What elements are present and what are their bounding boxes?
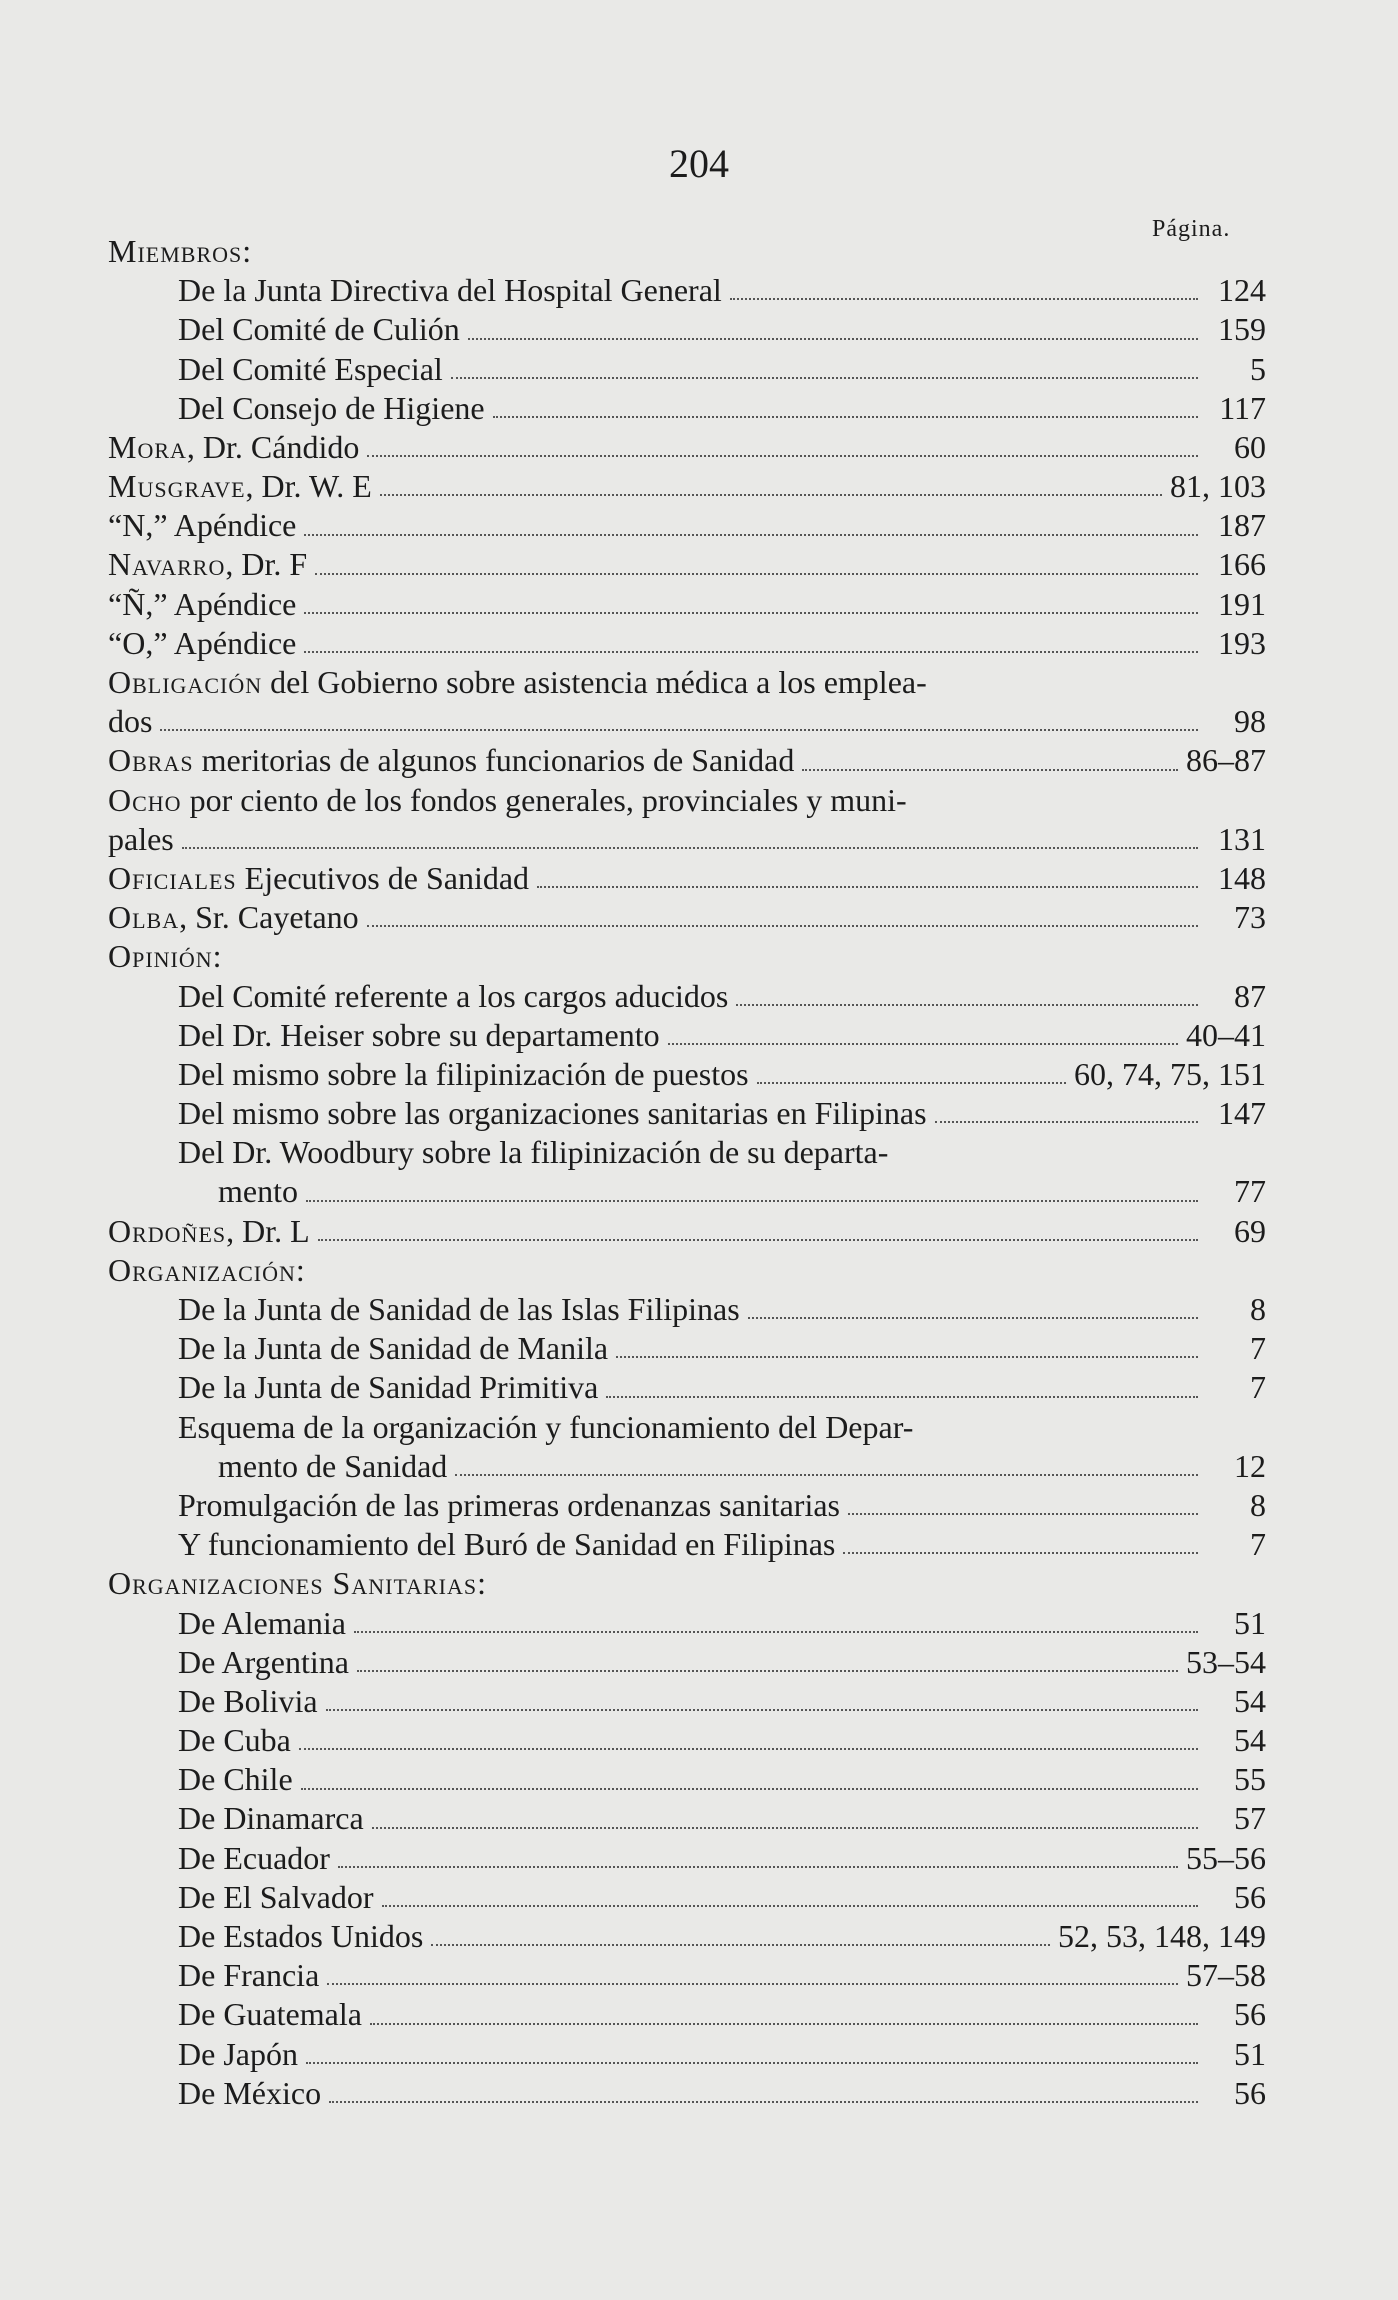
- index-entry: [108, 585, 1266, 624]
- index-entry: [108, 1956, 1266, 1995]
- dot-leader: [757, 1080, 1066, 1084]
- entry-text: Opinión:: [108, 938, 223, 975]
- dot-leader: [354, 1629, 1198, 1633]
- index-entry: [108, 1839, 1266, 1878]
- entry-text: Musgrave, Dr. W. E: [108, 468, 372, 505]
- index-entry: [108, 1408, 1266, 1447]
- dot-leader: [160, 727, 1198, 731]
- entry-text: Del Comité Especial: [178, 350, 443, 387]
- index-entry: [108, 350, 1266, 389]
- index-entry: [108, 1564, 1266, 1603]
- entry-text: “O,” Apéndice: [108, 624, 297, 661]
- entry-text: pales: [108, 820, 174, 857]
- entry-text: De Chile: [178, 1761, 293, 1798]
- index-entry: [108, 506, 1266, 545]
- index-entry: [108, 1173, 1266, 1212]
- page-reference: 56: [1234, 1996, 1266, 2033]
- page-reference: 60: [1234, 428, 1266, 465]
- page-reference: 12: [1234, 1447, 1266, 1484]
- dot-leader: [843, 1550, 1198, 1554]
- dot-leader: [304, 610, 1198, 614]
- page-reference: 56: [1234, 1878, 1266, 1915]
- entry-text: Y funcionamiento del Buró de Sanidad en Filipinas: [178, 1526, 836, 1563]
- page-reference: 73: [1234, 899, 1266, 936]
- page-reference: 81, 103: [1170, 468, 1266, 505]
- dot-leader: [306, 2060, 1198, 2064]
- index-entry: [108, 1486, 1266, 1525]
- entry-text: Olba, Sr. Cayetano: [108, 899, 359, 936]
- page-reference: 40–41: [1186, 1016, 1266, 1053]
- page-reference: 124: [1218, 272, 1266, 309]
- page-reference: 52, 53, 148, 149: [1058, 1918, 1266, 1955]
- index-entry: [108, 702, 1266, 741]
- index-entry: [108, 1133, 1266, 1172]
- entry-heading-word: Oficiales: [108, 859, 237, 896]
- entry-text: Miembros:: [108, 232, 253, 269]
- index-entry: [108, 310, 1266, 349]
- index-entry: [108, 389, 1266, 428]
- entry-text: Navarro, Dr. F: [108, 546, 308, 583]
- dot-leader: [380, 492, 1162, 496]
- index-entry: [108, 820, 1266, 859]
- index-entry: [108, 859, 1266, 898]
- dot-leader: [616, 1354, 1198, 1358]
- index-entry: [108, 1643, 1266, 1682]
- page-reference: 54: [1234, 1682, 1266, 1719]
- index-entry: [108, 1525, 1266, 1564]
- index-entry: [108, 428, 1266, 467]
- page-reference: 5: [1250, 350, 1266, 387]
- dot-leader: [304, 532, 1198, 536]
- dot-leader: [668, 1041, 1178, 1045]
- page-reference: 7: [1250, 1526, 1266, 1563]
- dot-leader: [327, 1981, 1178, 1985]
- dot-leader: [730, 296, 1198, 300]
- page-column-header: Página.: [1152, 216, 1231, 242]
- dot-leader: [802, 767, 1178, 771]
- entry-heading-word: Ordoñes: [108, 1212, 227, 1249]
- entry-text: Obligación del Gobierno sobre asistencia médica a los emplea-: [108, 664, 927, 701]
- entry-text: De la Junta de Sanidad Primitiva: [178, 1369, 599, 1406]
- dot-leader: [493, 414, 1198, 418]
- dot-leader: [338, 1864, 1178, 1868]
- index-entry: [108, 1721, 1266, 1760]
- page-reference: 53–54: [1186, 1643, 1266, 1680]
- index-entry: [108, 467, 1266, 506]
- index-list: [108, 232, 1266, 2113]
- index-entry: [108, 1329, 1266, 1368]
- entry-text: Del mismo sobre la filipinización de puestos: [178, 1055, 749, 1092]
- page-reference: 55–56: [1186, 1839, 1266, 1876]
- entry-heading-word: Musgrave: [108, 468, 246, 505]
- dot-leader: [606, 1394, 1198, 1398]
- entry-text: Organizaciones Sanitarias:: [108, 1565, 488, 1602]
- entry-text: Obras meritorias de algunos funcionarios de Sanidad: [108, 742, 795, 779]
- page-reference: 193: [1218, 624, 1266, 661]
- entry-text: Del Comité referente a los cargos aducidos: [178, 977, 729, 1014]
- page-reference: 187: [1218, 507, 1266, 544]
- entry-text: Esquema de la organización y funcionamiento del Depar-: [178, 1408, 914, 1445]
- dot-leader: [372, 1825, 1198, 1829]
- entry-text: dos: [108, 703, 153, 740]
- page-reference: 51: [1234, 1604, 1266, 1641]
- dot-leader: [367, 453, 1198, 457]
- page-number: 204: [669, 141, 729, 186]
- page-reference: 166: [1218, 546, 1266, 583]
- dot-leader: [468, 336, 1198, 340]
- index-entry: [108, 232, 1266, 271]
- index-entry: [108, 1995, 1266, 2034]
- entry-text: De la Junta de Sanidad de las Islas Filipinas: [178, 1291, 740, 1328]
- index-entry: [108, 663, 1266, 702]
- page-reference: 147: [1218, 1095, 1266, 1132]
- page-reference: 54: [1234, 1722, 1266, 1759]
- page-reference: 98: [1234, 703, 1266, 740]
- entry-text: De Cuba: [178, 1722, 291, 1759]
- page-reference: 8: [1250, 1291, 1266, 1328]
- index-entry: [108, 624, 1266, 663]
- entry-text: mento de Sanidad: [218, 1447, 448, 1484]
- index-entry: [108, 1760, 1266, 1799]
- page-reference: 148: [1218, 859, 1266, 896]
- dot-leader: [736, 1002, 1198, 1006]
- entry-text: De Argentina: [178, 1643, 349, 1680]
- entry-text: mento: [218, 1173, 298, 1210]
- entry-text: “Ñ,” Apéndice: [108, 585, 297, 622]
- entry-text: Del Consejo de Higiene: [178, 389, 485, 426]
- index-entry: [108, 741, 1266, 780]
- dot-leader: [306, 1198, 1198, 1202]
- entry-text: Oficiales Ejecutivos de Sanidad: [108, 859, 530, 896]
- dot-leader: [315, 571, 1198, 575]
- entry-text: Del Comité de Culión: [178, 311, 460, 348]
- index-entry: [108, 1682, 1266, 1721]
- dot-leader: [357, 1668, 1178, 1672]
- entry-heading-word: Mora: [108, 428, 187, 465]
- dot-leader: [367, 923, 1198, 927]
- dot-leader: [329, 2099, 1198, 2103]
- entry-heading-word: Obligación: [108, 664, 263, 701]
- entry-text: De Estados Unidos: [178, 1918, 424, 1955]
- index-entry: [108, 1055, 1266, 1094]
- entry-text: De Bolivia: [178, 1682, 318, 1719]
- dot-leader: [748, 1315, 1198, 1319]
- entry-text: Del Dr. Woodbury sobre la filipinización de su departa-: [178, 1134, 889, 1171]
- entry-text: De El Salvador: [178, 1878, 374, 1915]
- index-entry: [108, 937, 1266, 976]
- entry-text: De Guatemala: [178, 1996, 362, 2033]
- dot-leader: [537, 884, 1198, 888]
- entry-text: De Alemania: [178, 1604, 346, 1641]
- page-reference: 86–87: [1186, 742, 1266, 779]
- index-entry: [108, 1917, 1266, 1956]
- entry-text: “N,” Apéndice: [108, 507, 297, 544]
- entry-text: De Japón: [178, 2035, 298, 2072]
- page-reference: 60, 74, 75, 151: [1074, 1055, 1266, 1092]
- page-reference: 7: [1250, 1330, 1266, 1367]
- page-reference: 77: [1234, 1173, 1266, 1210]
- entry-heading-word: Navarro: [108, 546, 226, 583]
- index-entry: [108, 1800, 1266, 1839]
- index-entry: [108, 2035, 1266, 2074]
- dot-leader: [318, 1237, 1198, 1241]
- index-entry: [108, 1368, 1266, 1407]
- dot-leader: [455, 1472, 1198, 1476]
- entry-text: Organización:: [108, 1251, 306, 1288]
- entry-text: Ocho por ciento de los fondos generales, provinciales y muni-: [108, 781, 907, 818]
- entry-text: Promulgación de las primeras ordenanzas sanitarias: [178, 1486, 840, 1523]
- entry-text: Del Dr. Heiser sobre su departamento: [178, 1016, 660, 1053]
- page-reference: 8: [1250, 1486, 1266, 1523]
- index-entry: [108, 1094, 1266, 1133]
- dot-leader: [431, 1942, 1050, 1946]
- index-entry: [108, 1878, 1266, 1917]
- index-entry: [108, 546, 1266, 585]
- page-reference: 7: [1250, 1369, 1266, 1406]
- entry-text: De Dinamarca: [178, 1800, 364, 1837]
- dot-leader: [935, 1119, 1198, 1123]
- index-entry: [108, 1604, 1266, 1643]
- entry-text: De la Junta Directiva del Hospital General: [178, 272, 722, 309]
- entry-heading-word: Olba: [108, 899, 180, 936]
- index-entry: [108, 1251, 1266, 1290]
- page-reference: 117: [1219, 389, 1266, 426]
- dot-leader: [848, 1511, 1198, 1515]
- index-entry: [108, 1290, 1266, 1329]
- entry-text: De Francia: [178, 1957, 320, 1994]
- page-reference: 159: [1218, 311, 1266, 348]
- dot-leader: [182, 845, 1198, 849]
- dot-leader: [304, 649, 1198, 653]
- page-reference: 131: [1218, 820, 1266, 857]
- dot-leader: [301, 1786, 1198, 1790]
- dot-leader: [382, 1903, 1199, 1907]
- index-entry: [108, 271, 1266, 310]
- entry-text: De México: [178, 2074, 322, 2111]
- index-entry: [108, 1016, 1266, 1055]
- entry-text: Ordoñes, Dr. L: [108, 1212, 310, 1249]
- page-reference: 51: [1234, 2035, 1266, 2072]
- dot-leader: [299, 1746, 1198, 1750]
- entry-text: Del mismo sobre las organizaciones sanitarias en Filipinas: [178, 1095, 927, 1132]
- page-reference: 57: [1234, 1800, 1266, 1837]
- dot-leader: [451, 375, 1198, 379]
- entry-text: Mora, Dr. Cándido: [108, 428, 360, 465]
- dot-leader: [370, 2021, 1198, 2025]
- entry-heading-word: Obras: [108, 742, 194, 779]
- index-entry: [108, 781, 1266, 820]
- entry-heading-word: Ocho: [108, 781, 182, 818]
- index-entry: [108, 1212, 1266, 1251]
- page-reference: 191: [1218, 585, 1266, 622]
- index-entry: [108, 1447, 1266, 1486]
- index-entry: [108, 898, 1266, 937]
- page-reference: 55: [1234, 1761, 1266, 1798]
- index-entry: [108, 2074, 1266, 2113]
- page-reference: 56: [1234, 2074, 1266, 2111]
- index-entry: [108, 977, 1266, 1016]
- page-reference: 69: [1234, 1212, 1266, 1249]
- page-reference: 87: [1234, 977, 1266, 1014]
- entry-text: De la Junta de Sanidad de Manila: [178, 1330, 609, 1367]
- entry-text: De Ecuador: [178, 1839, 330, 1876]
- page-reference: 57–58: [1186, 1957, 1266, 1994]
- dot-leader: [326, 1707, 1198, 1711]
